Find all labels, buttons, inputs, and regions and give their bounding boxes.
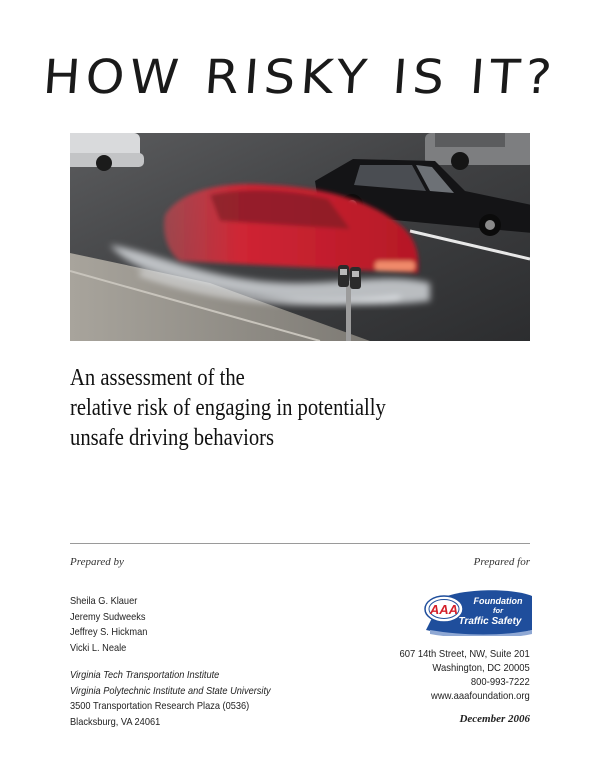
- prepared-for-label: Prepared for: [473, 556, 530, 568]
- subtitle-line: An assessment of the: [70, 365, 245, 391]
- foundation-street: 607 14th Street, NW, Suite 201: [399, 648, 530, 660]
- cover-photo: [70, 133, 530, 341]
- author: Jeffrey S. Hickman: [70, 626, 148, 638]
- institution-block: [70, 668, 271, 730]
- institution-city: Blacksburg, VA 24061: [70, 715, 161, 728]
- gray-car: [425, 133, 530, 170]
- foundation-contact: [400, 647, 530, 703]
- foundation-city: Washington, DC 20005: [432, 662, 530, 674]
- author: Sheila G. Klauer: [70, 595, 138, 607]
- author: Vicki L. Neale: [70, 641, 127, 654]
- divider: [70, 543, 530, 544]
- logo-traffic-safety-text: Traffic Safety: [458, 616, 522, 627]
- logo-for-text: for: [493, 606, 503, 615]
- foundation-website: www.aaafoundation.org: [431, 690, 530, 702]
- institution-address: 3500 Transportation Research Plaza (0536): [70, 700, 250, 712]
- author: Jeremy Sudweeks: [70, 610, 146, 623]
- cover-subtitle: [70, 363, 466, 453]
- foundation-phone: 800-993-7222: [471, 676, 530, 688]
- cover-title: HOW RISKY IS IT?: [41, 50, 559, 105]
- university-name: Virginia Polytechnic Institute and State University: [70, 684, 271, 697]
- aaa-foundation-logo: [424, 590, 532, 636]
- institution-name: Virginia Tech Transportation Institute: [70, 669, 220, 681]
- logo-foundation-text: Foundation: [473, 596, 523, 606]
- white-car: [70, 133, 144, 171]
- subtitle-line: relative risk of engaging in potentially: [70, 395, 386, 421]
- prepared-by-label: Prepared by: [70, 556, 124, 568]
- publication-date: December 2006: [459, 713, 530, 725]
- subtitle-line: unsafe driving behaviors: [70, 425, 275, 451]
- logo-aaa-text: AAA: [429, 602, 459, 617]
- author-list: [70, 594, 147, 656]
